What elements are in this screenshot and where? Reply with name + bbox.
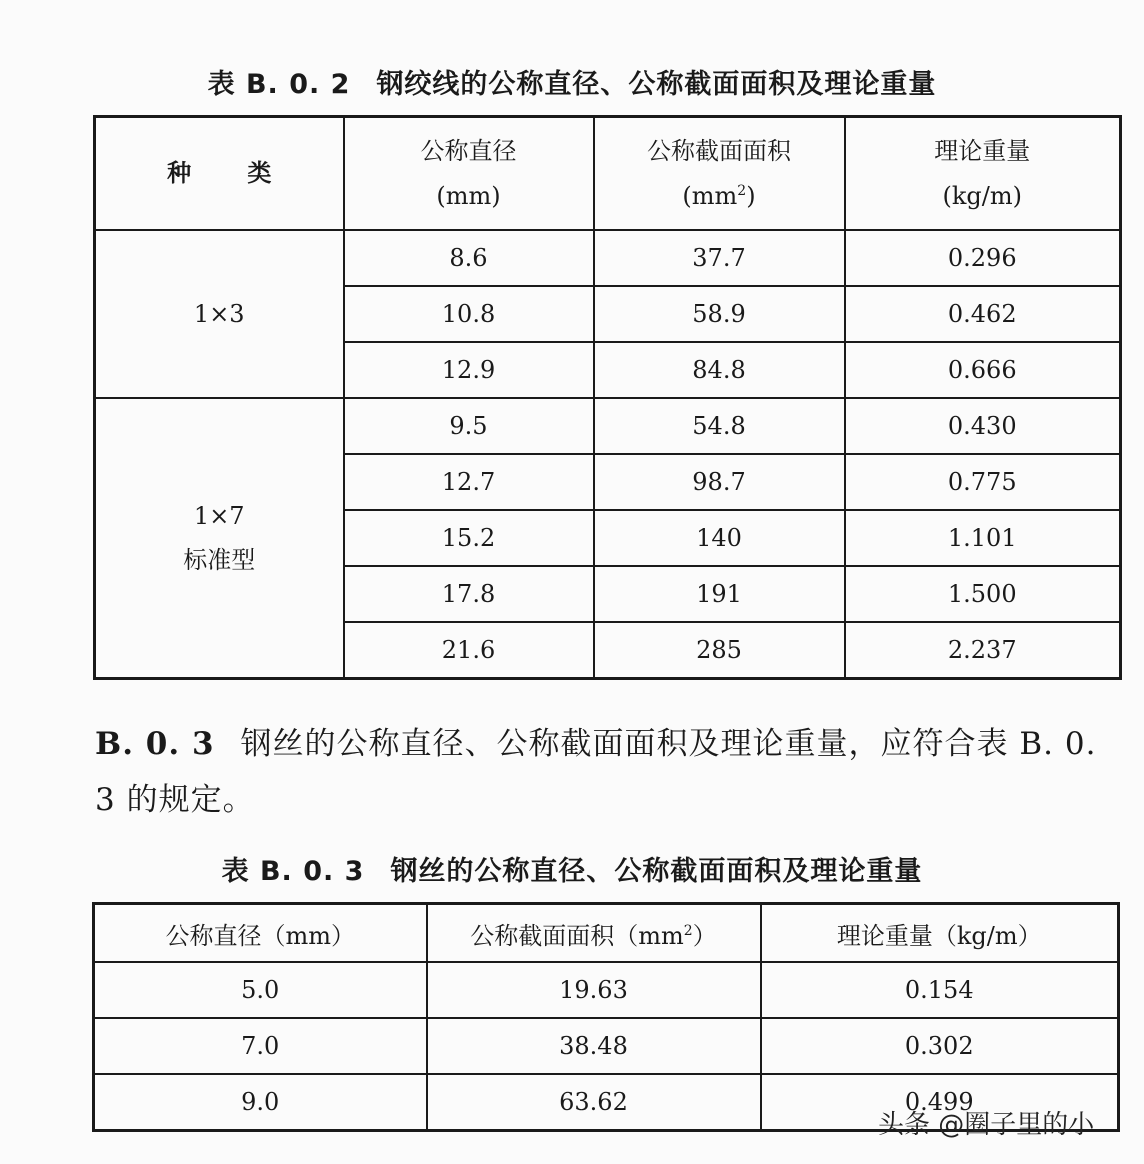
area-cell: 98.7 [594,454,845,510]
header-area [594,117,845,231]
header-area-label: 公称截面面积（mm [470,921,684,950]
table-b03-caption-text: 钢丝的公称直径、公称截面面积及理论重量 [390,856,923,887]
header-area-unit-base: (mm [682,181,738,210]
area-cell: 54.8 [594,398,845,454]
area-cell: 140 [594,510,845,566]
clause-id: B. 0. 3 [95,726,215,762]
area-cell: 37.7 [594,230,845,286]
header-diameter [344,117,594,231]
weight-cell: 1.500 [845,566,1121,622]
header-area [427,904,761,963]
area-cell: 19.63 [427,962,761,1018]
weight-cell: 1.101 [845,510,1121,566]
diameter-cell: 10.8 [344,286,594,342]
header-diameter: 公称直径（mm） [94,904,427,963]
diameter-cell: 9.5 [344,398,594,454]
area-cell: 191 [594,566,845,622]
area-cell: 58.9 [594,286,845,342]
diameter-cell: 17.8 [344,566,594,622]
type-cell-1x7 [95,398,344,679]
header-diameter-unit: (mm) [436,181,501,210]
diameter-cell: 7.0 [94,1018,427,1074]
type-sublabel: 标准型 [183,546,256,574]
table-b03-caption-id: 表 B. 0. 3 [221,856,365,887]
weight-cell: 0.430 [845,398,1121,454]
area-cell: 285 [594,622,845,679]
table-b03 [92,902,1120,1132]
weight-cell: 0.296 [845,230,1121,286]
header-area-close: ） [692,921,717,950]
diameter-cell: 5.0 [94,962,427,1018]
header-weight-unit: (kg/m) [942,181,1022,210]
table-b02-caption-id: 表 B. 0. 2 [207,69,351,100]
header-area-unit-close: ) [746,181,756,210]
type-label: 1×3 [193,299,245,328]
weight-cell: 0.462 [845,286,1121,342]
diameter-cell: 21.6 [344,622,594,679]
header-type: 种 类 [95,117,344,231]
table-row [95,398,1121,454]
clause-b03-paragraph [95,716,1125,828]
header-weight: 理论重量（kg/m） [761,904,1119,963]
header-weight-label: 理论重量 [934,137,1031,166]
diameter-cell: 12.9 [344,342,594,398]
table-b02 [93,115,1122,680]
area-cell: 84.8 [594,342,845,398]
header-area-unit [595,174,844,218]
source-watermark: 头条 @圈子里的小 [878,1110,1095,1140]
weight-cell: 0.499 [761,1074,1119,1131]
header-diameter-label: 公称直径 [420,137,517,166]
diameter-cell: 9.0 [94,1074,427,1131]
table-b02-caption-text: 钢绞线的公称直径、公称截面面积及理论重量 [376,69,937,100]
table-b02-caption [0,62,1144,101]
header-area-unit-sup: 2 [737,182,747,199]
weight-cell: 0.666 [845,342,1121,398]
clause-text: 钢丝的公称直径、公称截面面积及理论重量，应符合表 B. 0. 3 的规定。 [95,726,1097,818]
table-row [94,962,1119,1018]
table-row [95,230,1121,286]
table-row [94,1018,1119,1074]
table-b03-caption [0,849,1144,888]
header-weight [845,117,1121,231]
type-cell-1x3 [95,230,344,398]
table-b02-header-row [95,117,1121,231]
diameter-cell: 15.2 [344,510,594,566]
weight-cell: 2.237 [845,622,1121,679]
weight-cell: 0.154 [761,962,1119,1018]
weight-cell: 0.775 [845,454,1121,510]
weight-cell: 0.302 [761,1018,1119,1074]
diameter-cell: 8.6 [344,230,594,286]
area-cell: 38.48 [427,1018,761,1074]
header-area-label: 公称截面面积 [647,137,791,166]
table-b03-header-row [94,904,1119,963]
type-label: 1×7 [193,501,245,530]
header-area-sup: 2 [683,922,693,939]
diameter-cell: 12.7 [344,454,594,510]
area-cell: 63.62 [427,1074,761,1131]
